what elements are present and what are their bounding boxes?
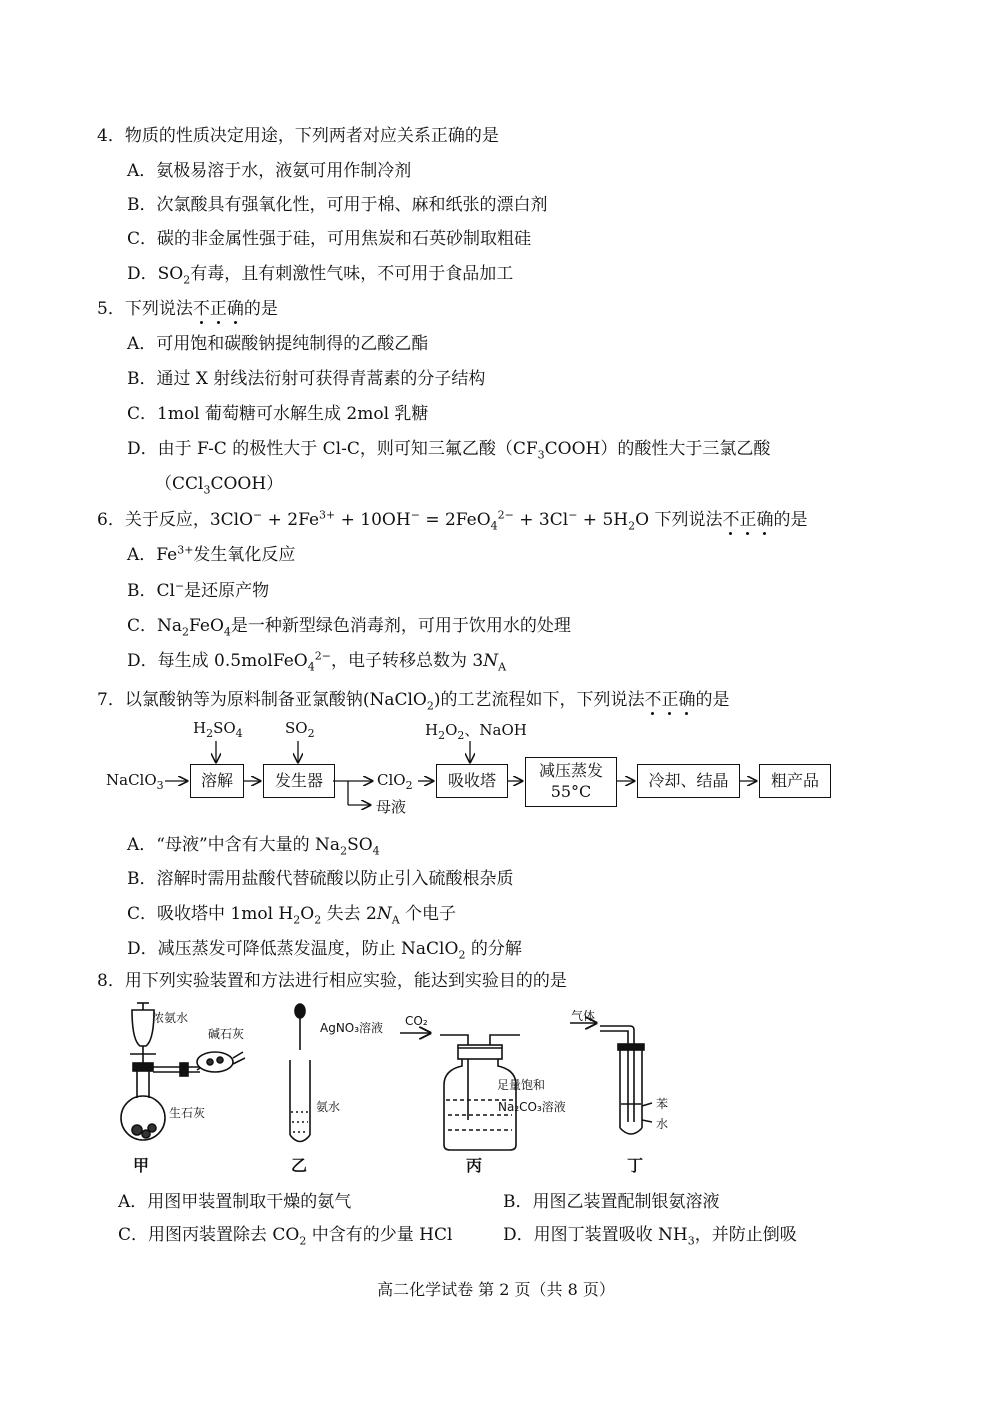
q4-stem: 4．物质的性质决定用途，下列两者对应关系正确的是 bbox=[97, 126, 499, 146]
q6-option-d: D．每生成 0.5molFeO$_4^{2-}$，电子转移总数为 $3N_A$ bbox=[127, 649, 507, 674]
q5-option-b: B．通过 X 射线法衍射可获得青蒿素的分子结构 bbox=[127, 369, 486, 389]
label-co2: CO₂ bbox=[405, 1014, 428, 1028]
q5-option-a: A．可用饱和碳酸钠提纯制得的乙酸乙酯 bbox=[127, 334, 429, 354]
label-ammonia-water: 氨水 bbox=[316, 1100, 341, 1114]
q8-option-a: A．用图甲装置制取干燥的氨气 bbox=[118, 1192, 352, 1212]
q7-option-c: C．吸收塔中 1mol $H_2O_2$ 失去 $2N_A$ 个电子 bbox=[127, 904, 457, 927]
q5-option-d-cont: （CCl$_3$COOH） bbox=[155, 474, 284, 497]
caption-bing: 丙 bbox=[466, 1156, 483, 1175]
label-saturated: 足量饱和 bbox=[497, 1078, 546, 1092]
flow-box-cool-crystallize: 冷却、结晶 bbox=[637, 764, 740, 798]
q6-option-b: B．Cl−是还原产物 bbox=[127, 579, 270, 601]
caption-yi: 乙 bbox=[291, 1156, 308, 1175]
flow-start-naclo3: NaClO$_3$ bbox=[106, 771, 164, 792]
flow-box-generator: 发生器 bbox=[263, 764, 335, 798]
q6-option-c: C．$Na_2FeO_4$是一种新型绿色消毒剂，可用于饮用水的处理 bbox=[127, 616, 571, 639]
label-na2co3: Na₂CO₃溶液 bbox=[498, 1100, 566, 1114]
caption-jia: 甲 bbox=[133, 1156, 150, 1175]
flow-input-h2so4: $H_2SO_4$ bbox=[193, 719, 243, 740]
q8-stem: 8．用下列实验装置和方法进行相应实验，能达到实验目的的是 bbox=[97, 971, 567, 991]
label-conc-ammonia: 浓氨水 bbox=[152, 1011, 189, 1025]
q7-stem: 7．以氯酸钠等为原料制备亚氯酸钠(NaClO$_2$)的工艺流程如下，下列说法不正确的是 bbox=[97, 690, 730, 713]
label-soda-lime: 碱石灰 bbox=[208, 1027, 245, 1041]
flow-box-crude-product: 粗产品 bbox=[759, 764, 831, 798]
q5-option-d: D．由于 F-C 的极性大于 Cl-C，则可知三氟乙酸$(CF_3COOH)$的酸性大于三氯乙酸 bbox=[127, 439, 771, 462]
q4-option-b: B．次氯酸具有强氧化性，可用于棉、麻和纸张的漂白剂 bbox=[127, 195, 548, 215]
q6-option-a: A．$Fe^{3+}$发生氧化反应 bbox=[127, 543, 296, 565]
label-water: 水 bbox=[656, 1117, 669, 1131]
q5-stem: 5．下列说法不正确的是 bbox=[97, 299, 278, 319]
q4-option-c: C．碳的非金属性强于硅，可用焦炭和石英砂制取粗硅 bbox=[127, 229, 532, 249]
q8-option-d: D．用图丁装置吸收 $NH_3$，并防止倒吸 bbox=[503, 1225, 797, 1248]
flow-clo2: ClO$_2$ bbox=[377, 771, 413, 792]
label-quicklime: 生石灰 bbox=[169, 1106, 206, 1120]
q7-option-a: A．“母液”中含有大量的 $Na_2SO_4$ bbox=[127, 835, 380, 858]
page-footer: 高二化学试卷 第 2 页（共 8 页） bbox=[377, 1280, 615, 1299]
q4-option-a: A．氨极易溶于水，液氨可用作制冷剂 bbox=[127, 161, 412, 181]
caption-ding: 丁 bbox=[627, 1156, 644, 1175]
flow-input-h2o2-naoh: $H_2O_2$、NaOH bbox=[425, 721, 527, 742]
flow-box-absorber: 吸收塔 bbox=[436, 764, 508, 798]
apparatus-ding bbox=[570, 1023, 652, 1134]
flow-mother-liquor: 母液 bbox=[376, 798, 407, 816]
apparatus-yi bbox=[290, 1004, 310, 1142]
q6-stem: 6．关于反应，$3ClO^- + 2Fe^{3+} + 10OH^- = 2FeO_4^{2-} + 3Cl^- + 5H_2O$ 下列说法不正确的是 bbox=[97, 508, 808, 533]
flow-box-dissolve: 溶解 bbox=[190, 764, 244, 798]
q8-option-c: C．用图丙装置除去 $CO_2$ 中含有的少量 HCl bbox=[118, 1225, 453, 1248]
q7-option-b: B．溶解时需用盐酸代替硫酸以防止引入硫酸根杂质 bbox=[127, 869, 514, 889]
label-gas: 气体 bbox=[571, 1009, 596, 1023]
q8-option-b: B．用图乙装置配制银氨溶液 bbox=[503, 1192, 720, 1212]
flow-box-evaporation: 减压蒸发 55°C bbox=[525, 757, 617, 807]
label-agno3: AgNO₃溶液 bbox=[320, 1021, 384, 1035]
q4-option-d: D．$SO_2$有毒，且有刺激性气味，不可用于食品加工 bbox=[127, 264, 514, 287]
q5-option-c: C．1mol 葡萄糖可水解生成 2mol 乳糖 bbox=[127, 404, 429, 424]
q7-option-d: D．减压蒸发可降低蒸发温度，防止 NaClO$_2$ 的分解 bbox=[127, 939, 522, 962]
label-benzene: 苯 bbox=[656, 1097, 669, 1111]
flow-input-so2: $SO_2$ bbox=[285, 719, 315, 740]
